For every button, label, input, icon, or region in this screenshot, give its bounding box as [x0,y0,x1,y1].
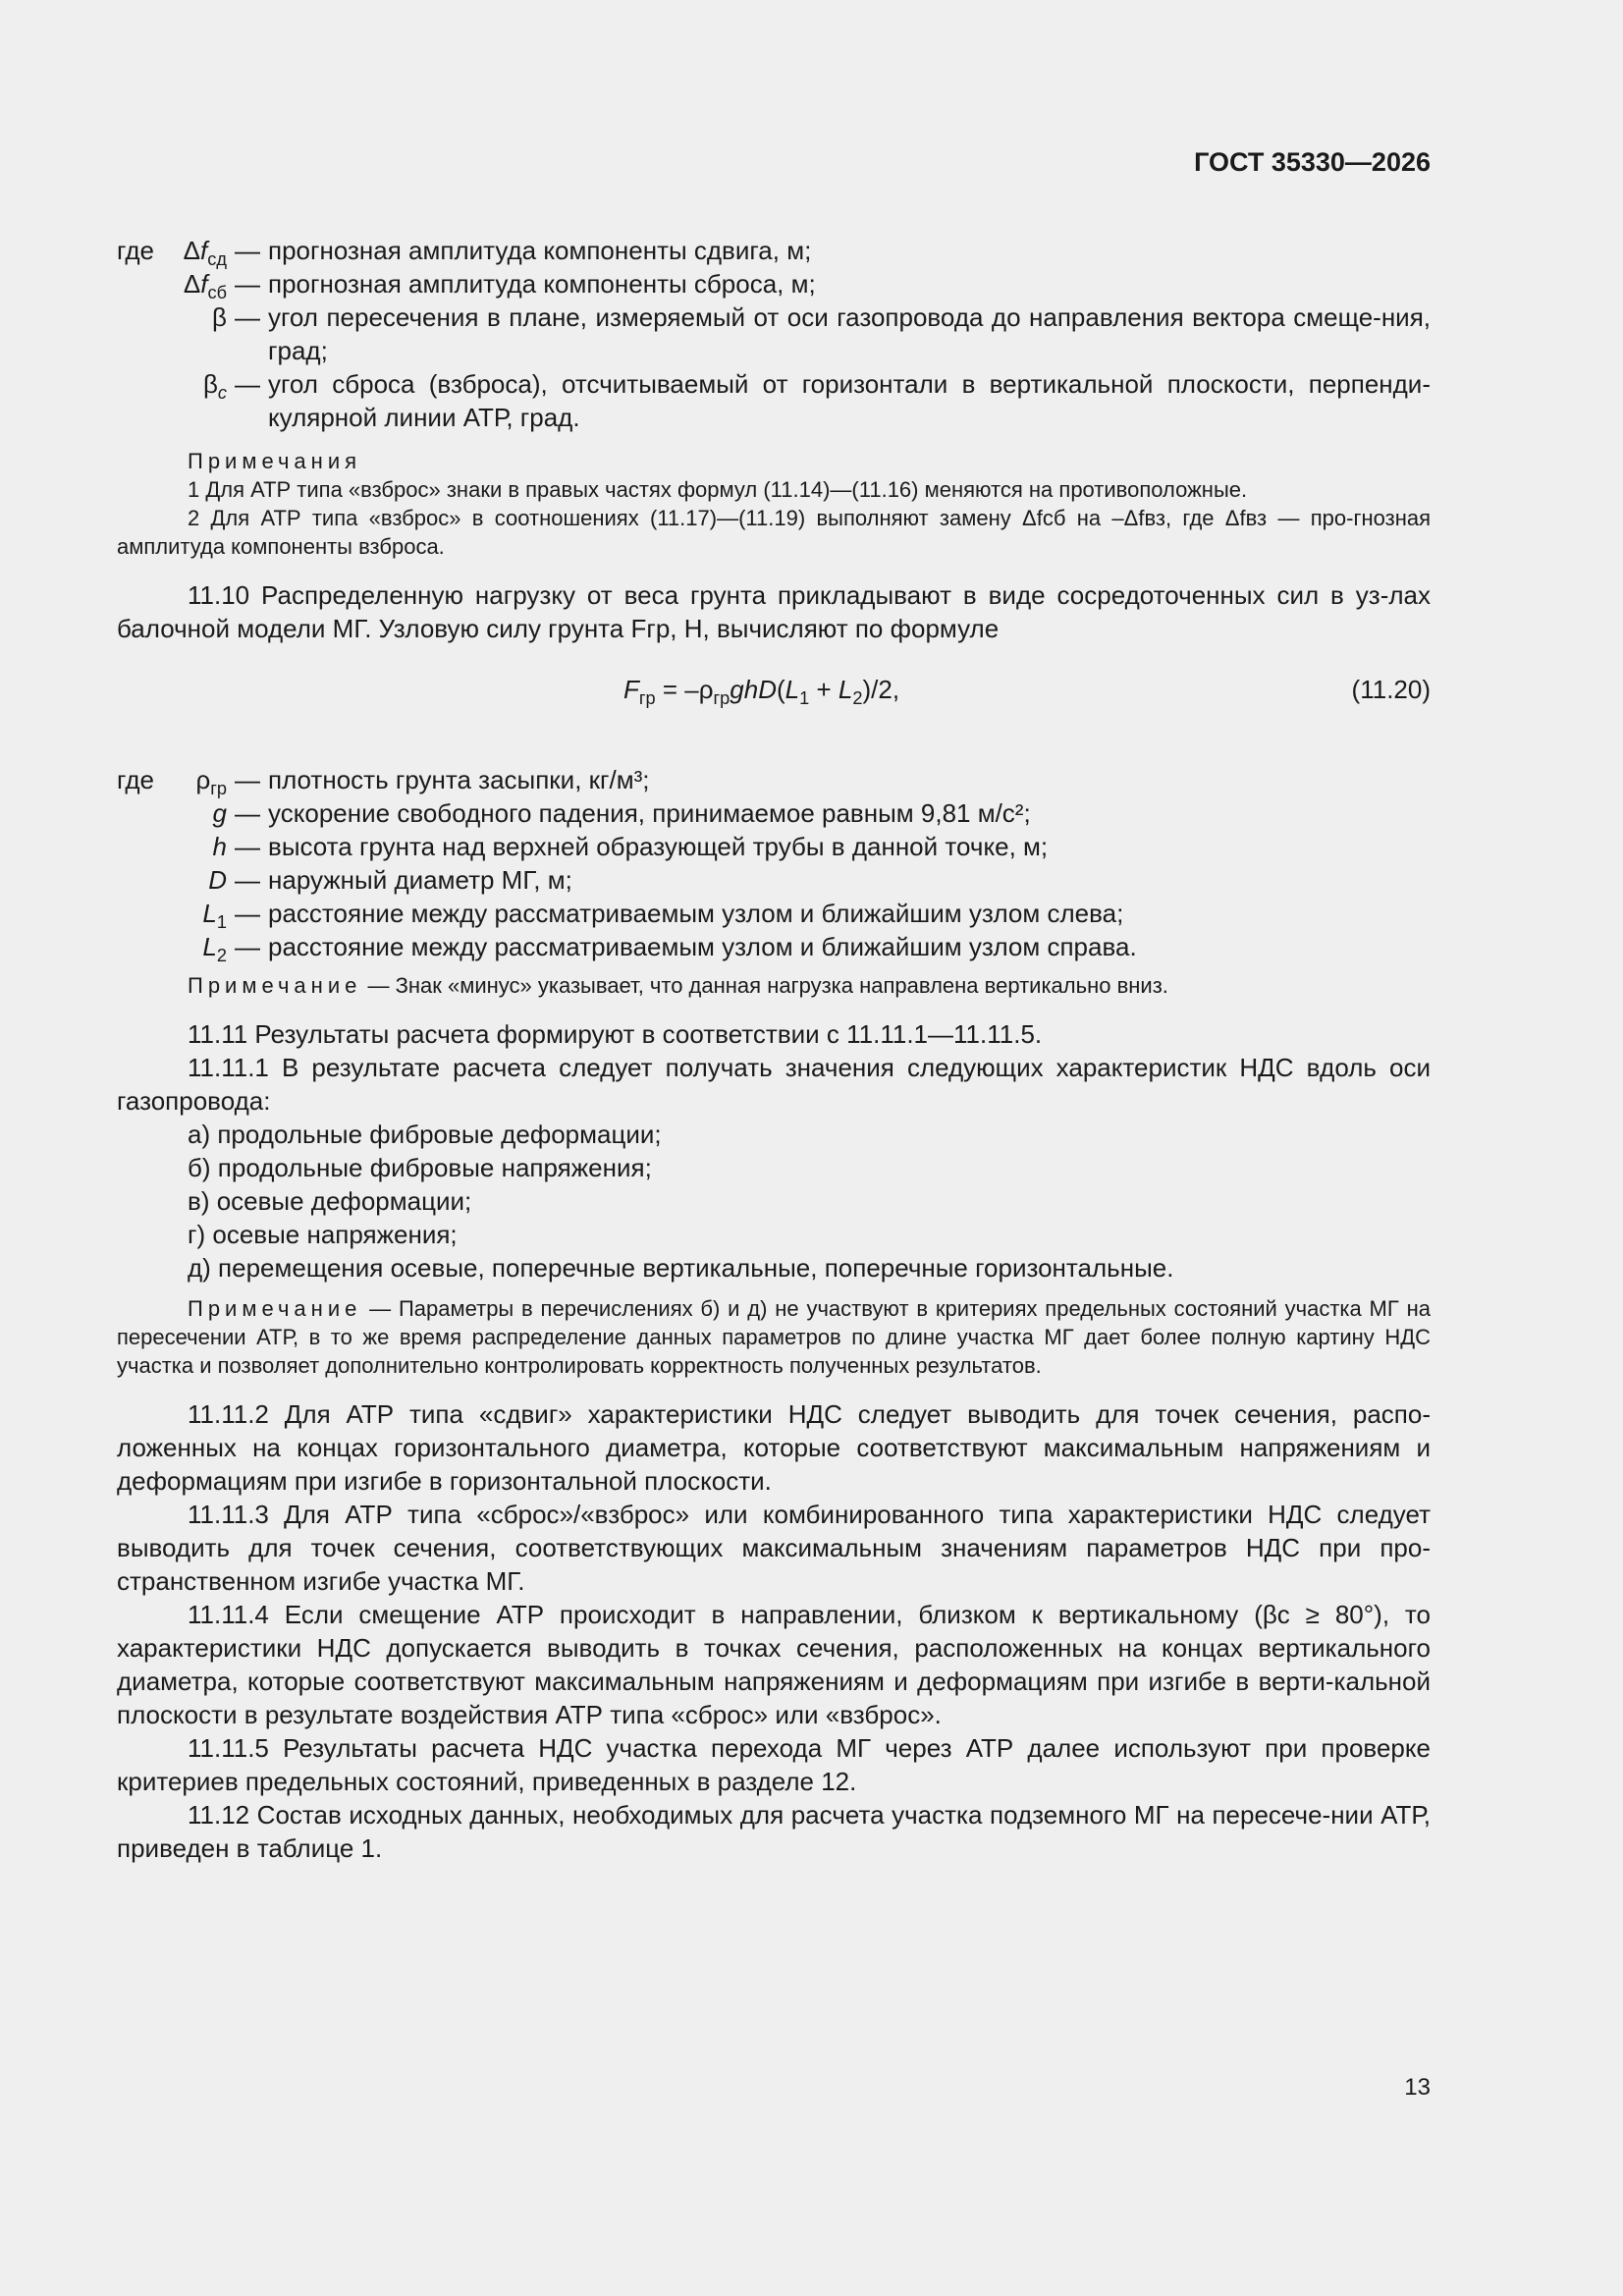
definition-row [117,367,1431,434]
definition-symbol: D [208,865,227,895]
definition-symbol [117,763,227,799]
definition-row [117,930,1431,966]
definition-symbol: $\Delta f_{сб}$ [183,269,227,303]
list-item-d: д) перемещения осевые, поперечные вертикальные, поперечные горизонтальные. [188,1253,1174,1283]
definition-row [117,234,1431,270]
definition-text: угол сброса (взброса), отсчитываемый от горизонтали в вертикальной плоскости, перпенди-кулярной линии АТР, град. [268,369,1431,432]
definition-prefix: где [117,236,154,265]
paragraph-11-11: 11.11 Результаты расчета формируют в соответствии с 11.11.1—11.11.5. [188,1019,1043,1049]
paragraph-11-12: 11.12 Состав исходных данных, необходимых для расчета участка подземного МГ на пересече-нии АТР, приведен в таблице 1. [117,1800,1431,1863]
note-item-2: 2 Для АТР типа «взброс» в соотношениях (11.17)—(11.19) выполняют замену Δfсб на –Δfвз, где Δfвз — про-гнозная амплитуда компоненты взброса. [117,506,1431,559]
list-item-v: в) осевые деформации; [188,1186,472,1216]
definition-row [117,863,1431,897]
definition-dash: — [235,302,260,332]
definition-text: наружный диаметр МГ, м; [268,865,572,895]
definition-text: плотность грунта засыпки, кг/м³; [268,765,650,794]
paragraph-11-11-4: 11.11.4 Если смещение АТР происходит в направлении, близком к вертикальному (βс ≥ 80°), то характеристики НДС допускается выводить в точках сечения, расположенных на концах вертикального диаметра, которые соответствуют максимальным напряжениям и деформациям при изгибе в верти-кальной плоскости в результате воздействия АТР типа «сброс» или «взброс». [117,1600,1431,1729]
definition-symbol: β [212,302,227,332]
definition-text: расстояние между рассматриваемым узлом и ближайшим узлом справа. [268,932,1137,961]
paragraph-11-11-3: 11.11.3 Для АТР типа «сброс»/«взброс» или комбинированного типа характеристики НДС следует выводить для точек сечения, соответствующих максимальным значениям параметров НДС при про-странственном изгибе участка МГ. [117,1500,1431,1596]
paragraph-11-11-5: 11.11.5 Результаты расчета НДС участка перехода МГ через АТР далее используют при проверке критериев предельных состояний, приведенных в разделе 12. [117,1733,1431,1796]
note-label: Примечание [188,1296,362,1321]
paragraph-11-11-2: 11.11.2 Для АТР типа «сдвиг» характеристики НДС следует выводить для точек сечения, распо-ложенных на концах горизонтального диаметра, которые соответствуют максимальным напряжениям и деформациям при изгибе в горизонтальной плоскости. [117,1399,1431,1496]
standard-header: ГОСТ 35330—2026 [1194,147,1431,177]
definition-dash: — [235,865,260,895]
definition-row [117,830,1431,863]
definition-symbol-glyph: $\Delta f_{сд}$ [183,236,227,270]
definition-row [117,267,1431,301]
definition-dash: — [235,932,260,961]
formula-row [117,667,1431,726]
definition-prefix: где [117,765,154,794]
definition-symbol: $L_1$ [202,899,227,933]
definition-text: угол пересечения в плане, измеряемый от оси газопровода до направления вектора смеще-ния, град; [268,302,1431,365]
definitions-block-2 [117,763,1431,966]
page-content [117,234,1431,1865]
definition-text: прогнозная амплитуда компоненты сброса, м; [268,269,816,299]
paragraph-11-11-1: 11.11.1 В результате расчета следует получать значения следующих характеристик НДС вдоль оси газопровода: [117,1053,1431,1116]
definition-symbol-glyph: $\rho_{гр}$ [195,765,227,799]
note-sign [117,971,1431,1000]
definitions-block-1 [117,234,1431,434]
definition-symbol: g [212,798,227,828]
list-item-g: г) осевые напряжения; [188,1220,458,1249]
list-item-b: б) продольные фибровые напряжения; [188,1153,652,1182]
notes-heading: Примечания [188,449,362,473]
formula-11-20: $F_{гр} = -\rho_{гр}ghD(L_1 + L_2)/2$, [623,675,900,709]
definition-dash: — [235,765,260,794]
definition-dash: — [235,236,260,265]
definition-dash: — [235,832,260,861]
definition-dash: — [235,369,260,399]
definition-text: высота грунта над верхней образующей трубы в данной точке, м; [268,832,1049,861]
definition-text: прогнозная амплитуда компоненты сдвига, м; [268,236,812,265]
note-parameters [117,1294,1431,1380]
note-item-1: 1 Для АТР типа «взброс» знаки в правых частях формул (11.14)—(11.16) меняются на противоположные. [188,477,1248,502]
definition-row [117,301,1431,367]
list-item-a: а) продольные фибровые деформации; [188,1120,662,1149]
page-number: 13 [1404,2074,1431,2101]
definition-dash: — [235,899,260,928]
definition-symbol: $L_2$ [202,932,227,966]
formula-number: (11.20) [1351,675,1431,704]
definition-row [117,897,1431,933]
definition-row [117,763,1431,799]
definition-symbol [117,234,227,270]
paragraph-11-10: 11.10 Распределенную нагрузку от веса грунта прикладывают в виде сосредоточенных сил в уз-лах балочной модели МГ. Узловую силу грунта Fгр, Н, вычисляют по формуле [117,580,1431,643]
note-text: — Знак «минус» указывает, что данная нагрузка направлена вертикально вниз. [361,973,1168,998]
definition-row [117,796,1431,830]
note-label: Примечание [188,973,362,998]
definition-dash: — [235,269,260,299]
note-text: — Параметры в перечислениях б) и д) не участвуют в критериях предельных состояний участка МГ на пересечении АТР, в то же время распределение данных параметров по длине участка МГ дает более полную картину НДС участка и позволяет дополнительно контролировать корректность полученных результатов. [117,1296,1431,1378]
definition-text: ускорение свободного падения, принимаемое равным 9,81 м/с²; [268,798,1031,828]
definition-text: расстояние между рассматриваемым узлом и ближайшим узлом слева; [268,899,1124,928]
definition-symbol: $\beta_с$ [202,369,227,404]
definition-dash: — [235,798,260,828]
definition-symbol: h [212,832,227,861]
